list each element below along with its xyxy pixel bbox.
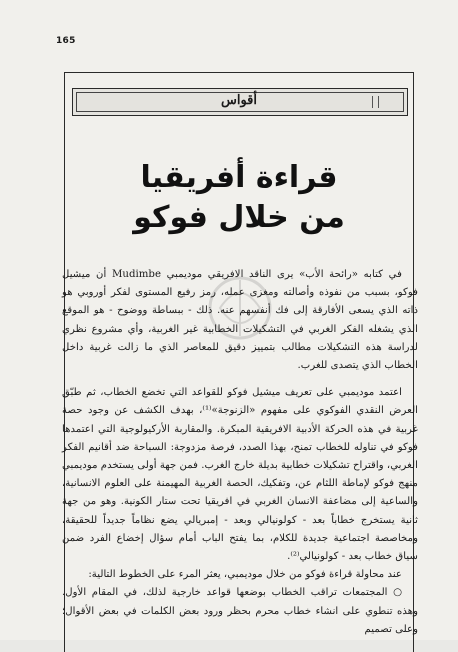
bar-ornament [372, 96, 373, 108]
page-number: 165 [56, 36, 76, 46]
article-title-line-1: قراءة أفريقيا [140, 160, 338, 195]
section-label: أقواس [220, 93, 257, 108]
author-latin-name: Mudimbe [112, 269, 161, 280]
bar-ornament [378, 96, 379, 108]
paragraph-1 [62, 266, 418, 375]
paragraph-2: اعتمد موديمبي على تعريف ميشيل فوكو للقواعد التي تخضع الخطاب، ثم طبّق العرض النقدي الفوكوي على مفهوم «الزنوجة»⁽¹⁾، بهدف الكشف عن وجود حصة غربية في هذه الحركة الأدبية الافريقية المبكرة. والمقاربة الأركيولوجية التي اعتمدها فوكو في تناوله للخطاب تمنح، بهذا الصدد، فرصة مزدوجة: السباحة ضد أقانيم الفكر الغربي، واقتراح تشكيلات خطابية بديلة خارج الغرب. فمن جهة أولى يستخدم موديمبي منهج فوكو لإماطة اللثام عن، وتفكيك، الحصة الغربية المهيمنة على العلوم الانسانية، والساعية إلى مضاعفة الانسان الغربي في افريقيا تحت ستار الكونية. وهو من جهة ثانية يستخرج خطاباً بعد - كولونيالي وبعد - إمبريالي يضع نظاماً جديداً للحقيقة، ومخاصصة اجتماعية جديدة للكلام، بما يفتح الباب أمام سؤال إخضاع الفرد ضمن سياق خطاب بعد - كولونيالي⁽²⁾. [62, 387, 418, 563]
paragraph-1-text-a: في كتابه «رائحة الأب» يرى الناقد الافريقي موديمبي [166, 269, 402, 280]
article-body [62, 266, 418, 639]
article-title-line-2: من خلال فوكو [133, 200, 345, 235]
paragraph-4: ○ المجتمعات تراقب الخطاب بوضعها قواعد خارجية لذلك، في المقام الأول. وهذه تنطوي على انشاء خطاب محرم بحظر ورود بعض الكلمات في بعض الأقوال؛ وعلى تصميم [62, 587, 418, 635]
section-header-bar [72, 88, 408, 116]
paragraph-1-text-b: أن ميشيل فوكو، بسبب من نفوذه وأصالته ومغزى عمله، رمز رفيع المستوى لفكر أوروبي هو ذاته الذي يسعى الأفارقة إلى فك أنفسهم عنه. ذلك - ببساطة ووضوح - هو الموقع الذي يشغله الفكر الغربي في التشكيلات الخطابية غير الغربية، وأي مشروع نظري لدراسة هذه التشكيلات مطالب بتمييز دقيق للمعاصر الذي ما زالت غربية داخل الخطاب الذي يتصدى للغرب. [62, 269, 418, 372]
paragraph-3: عند محاولة قراءة فوكو من خلال موديمبي، يعثر المرء على الخطوط التالية: [88, 569, 402, 581]
